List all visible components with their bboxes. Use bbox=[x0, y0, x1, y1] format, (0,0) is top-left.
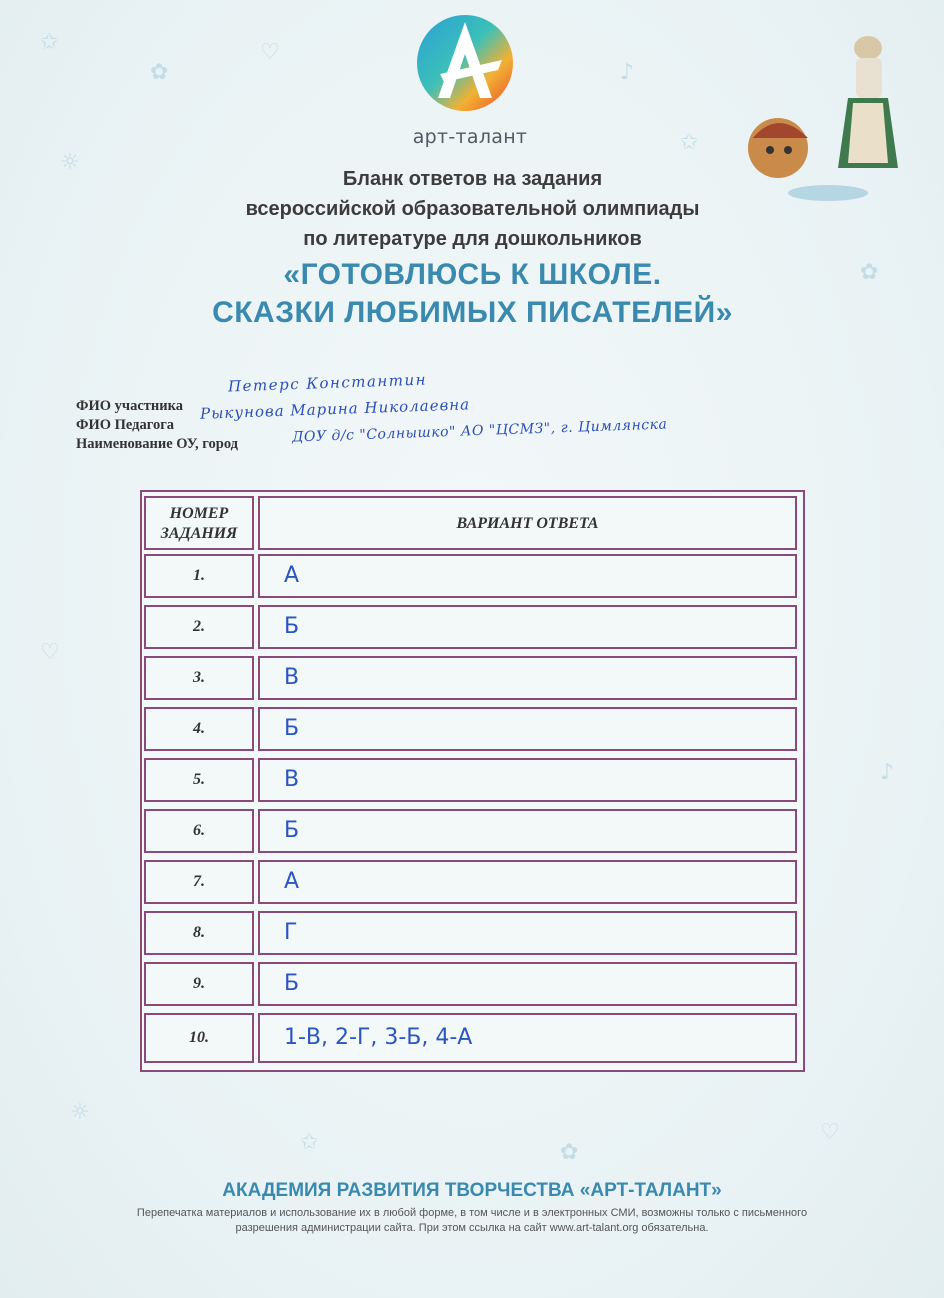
task-number: 2. bbox=[144, 605, 254, 649]
answer-cell: Б bbox=[258, 605, 797, 649]
brand-name: арт-талант bbox=[412, 126, 528, 148]
answer-cell: Б bbox=[258, 962, 797, 1006]
doodle-heart-icon: ♡ bbox=[260, 40, 280, 65]
header-task-number: НОМЕР ЗАДАНИЯ bbox=[144, 496, 254, 550]
answer-cell: В bbox=[258, 758, 797, 802]
doodle-star-icon: ✩ bbox=[40, 30, 59, 55]
title-line-1: Бланк ответов на задания bbox=[342, 168, 603, 190]
task-number: 6. bbox=[144, 809, 254, 853]
answer-cell: 1-В, 2-Г, 3-Б, 4-А bbox=[258, 1013, 797, 1063]
table-row bbox=[144, 758, 797, 802]
answer-cell: Б bbox=[258, 707, 797, 751]
footer-copyright-note: Перепечатка материалов и использование их в любой форме, в том числе и в электронных СМИ, возможны только с письменного разрешения администрации сайта. При этом ссылка на сайт www.art-talant.org обязательна. bbox=[136, 1207, 808, 1234]
table-row bbox=[144, 911, 797, 955]
answer-cell: Г bbox=[258, 911, 797, 955]
task-number: 3. bbox=[144, 656, 254, 700]
task-number: 8. bbox=[144, 911, 254, 955]
doodle-flower-icon: ✿ bbox=[560, 1140, 579, 1165]
answer-cell: Б bbox=[258, 809, 797, 853]
doodle-heart-icon: ♡ bbox=[820, 1120, 840, 1145]
doodle-note-icon: ♪ bbox=[880, 760, 895, 785]
table-row bbox=[144, 554, 797, 598]
task-number: 4. bbox=[144, 707, 254, 751]
table-row bbox=[144, 707, 797, 751]
doodle-sun-icon: ☼ bbox=[60, 150, 80, 175]
doodle-flower-icon: ✿ bbox=[860, 260, 879, 285]
table-row bbox=[144, 1013, 797, 1063]
footer-title: АКАДЕМИЯ РАЗВИТИЯ ТВОРЧЕСТВА «АРТ-ТАЛАНТ» bbox=[222, 1180, 722, 1201]
table-row bbox=[144, 605, 797, 649]
school-name-handwritten: ДОУ д/с "Солнышко" АО "ЦСМЗ", г. Цимлянска bbox=[291, 416, 668, 446]
table-row bbox=[144, 860, 797, 904]
doodle-heart-icon: ♡ bbox=[40, 640, 60, 665]
answer-cell: А bbox=[258, 554, 797, 598]
task-number: 9. bbox=[144, 962, 254, 1006]
task-number: 5. bbox=[144, 758, 254, 802]
participant-name-handwritten: Петерс Константин bbox=[227, 370, 428, 396]
teacher-label: ФИО Педагога bbox=[76, 417, 175, 433]
art-talant-logo-icon bbox=[410, 8, 520, 118]
doodle-sun-icon: ☼ bbox=[70, 1100, 90, 1125]
task-number: 7. bbox=[144, 860, 254, 904]
table-row bbox=[144, 656, 797, 700]
olympiad-title-line-2: СКАЗКИ ЛЮБИМЫХ ПИСАТЕЛЕЙ» bbox=[212, 296, 733, 329]
table-row bbox=[144, 962, 797, 1006]
school-label: Наименование ОУ, город bbox=[76, 436, 238, 452]
teacher-name-handwritten: Рыкунова Марина Николаевна bbox=[199, 395, 471, 423]
doodle-flower-icon: ✿ bbox=[150, 60, 169, 85]
title-line-2: всероссийской образовательной олимпиады bbox=[245, 198, 700, 220]
title-line-3: по литературе для дошкольников bbox=[303, 228, 642, 250]
participant-label: ФИО участника bbox=[76, 398, 183, 414]
answer-cell: В bbox=[258, 656, 797, 700]
answer-cell: А bbox=[258, 860, 797, 904]
doodle-star-icon: ✩ bbox=[680, 130, 699, 155]
olympiad-title-line-1: «ГОТОВЛЮСЬ К ШКОЛЕ. bbox=[283, 258, 662, 291]
doodle-note-icon: ♪ bbox=[620, 60, 635, 85]
doodle-star-icon: ✩ bbox=[300, 1130, 319, 1155]
task-number: 1. bbox=[144, 554, 254, 598]
task-number: 10. bbox=[144, 1013, 254, 1063]
header-answer-variant: ВАРИАНТ ОТВЕТА bbox=[258, 496, 797, 550]
table-row bbox=[144, 809, 797, 853]
